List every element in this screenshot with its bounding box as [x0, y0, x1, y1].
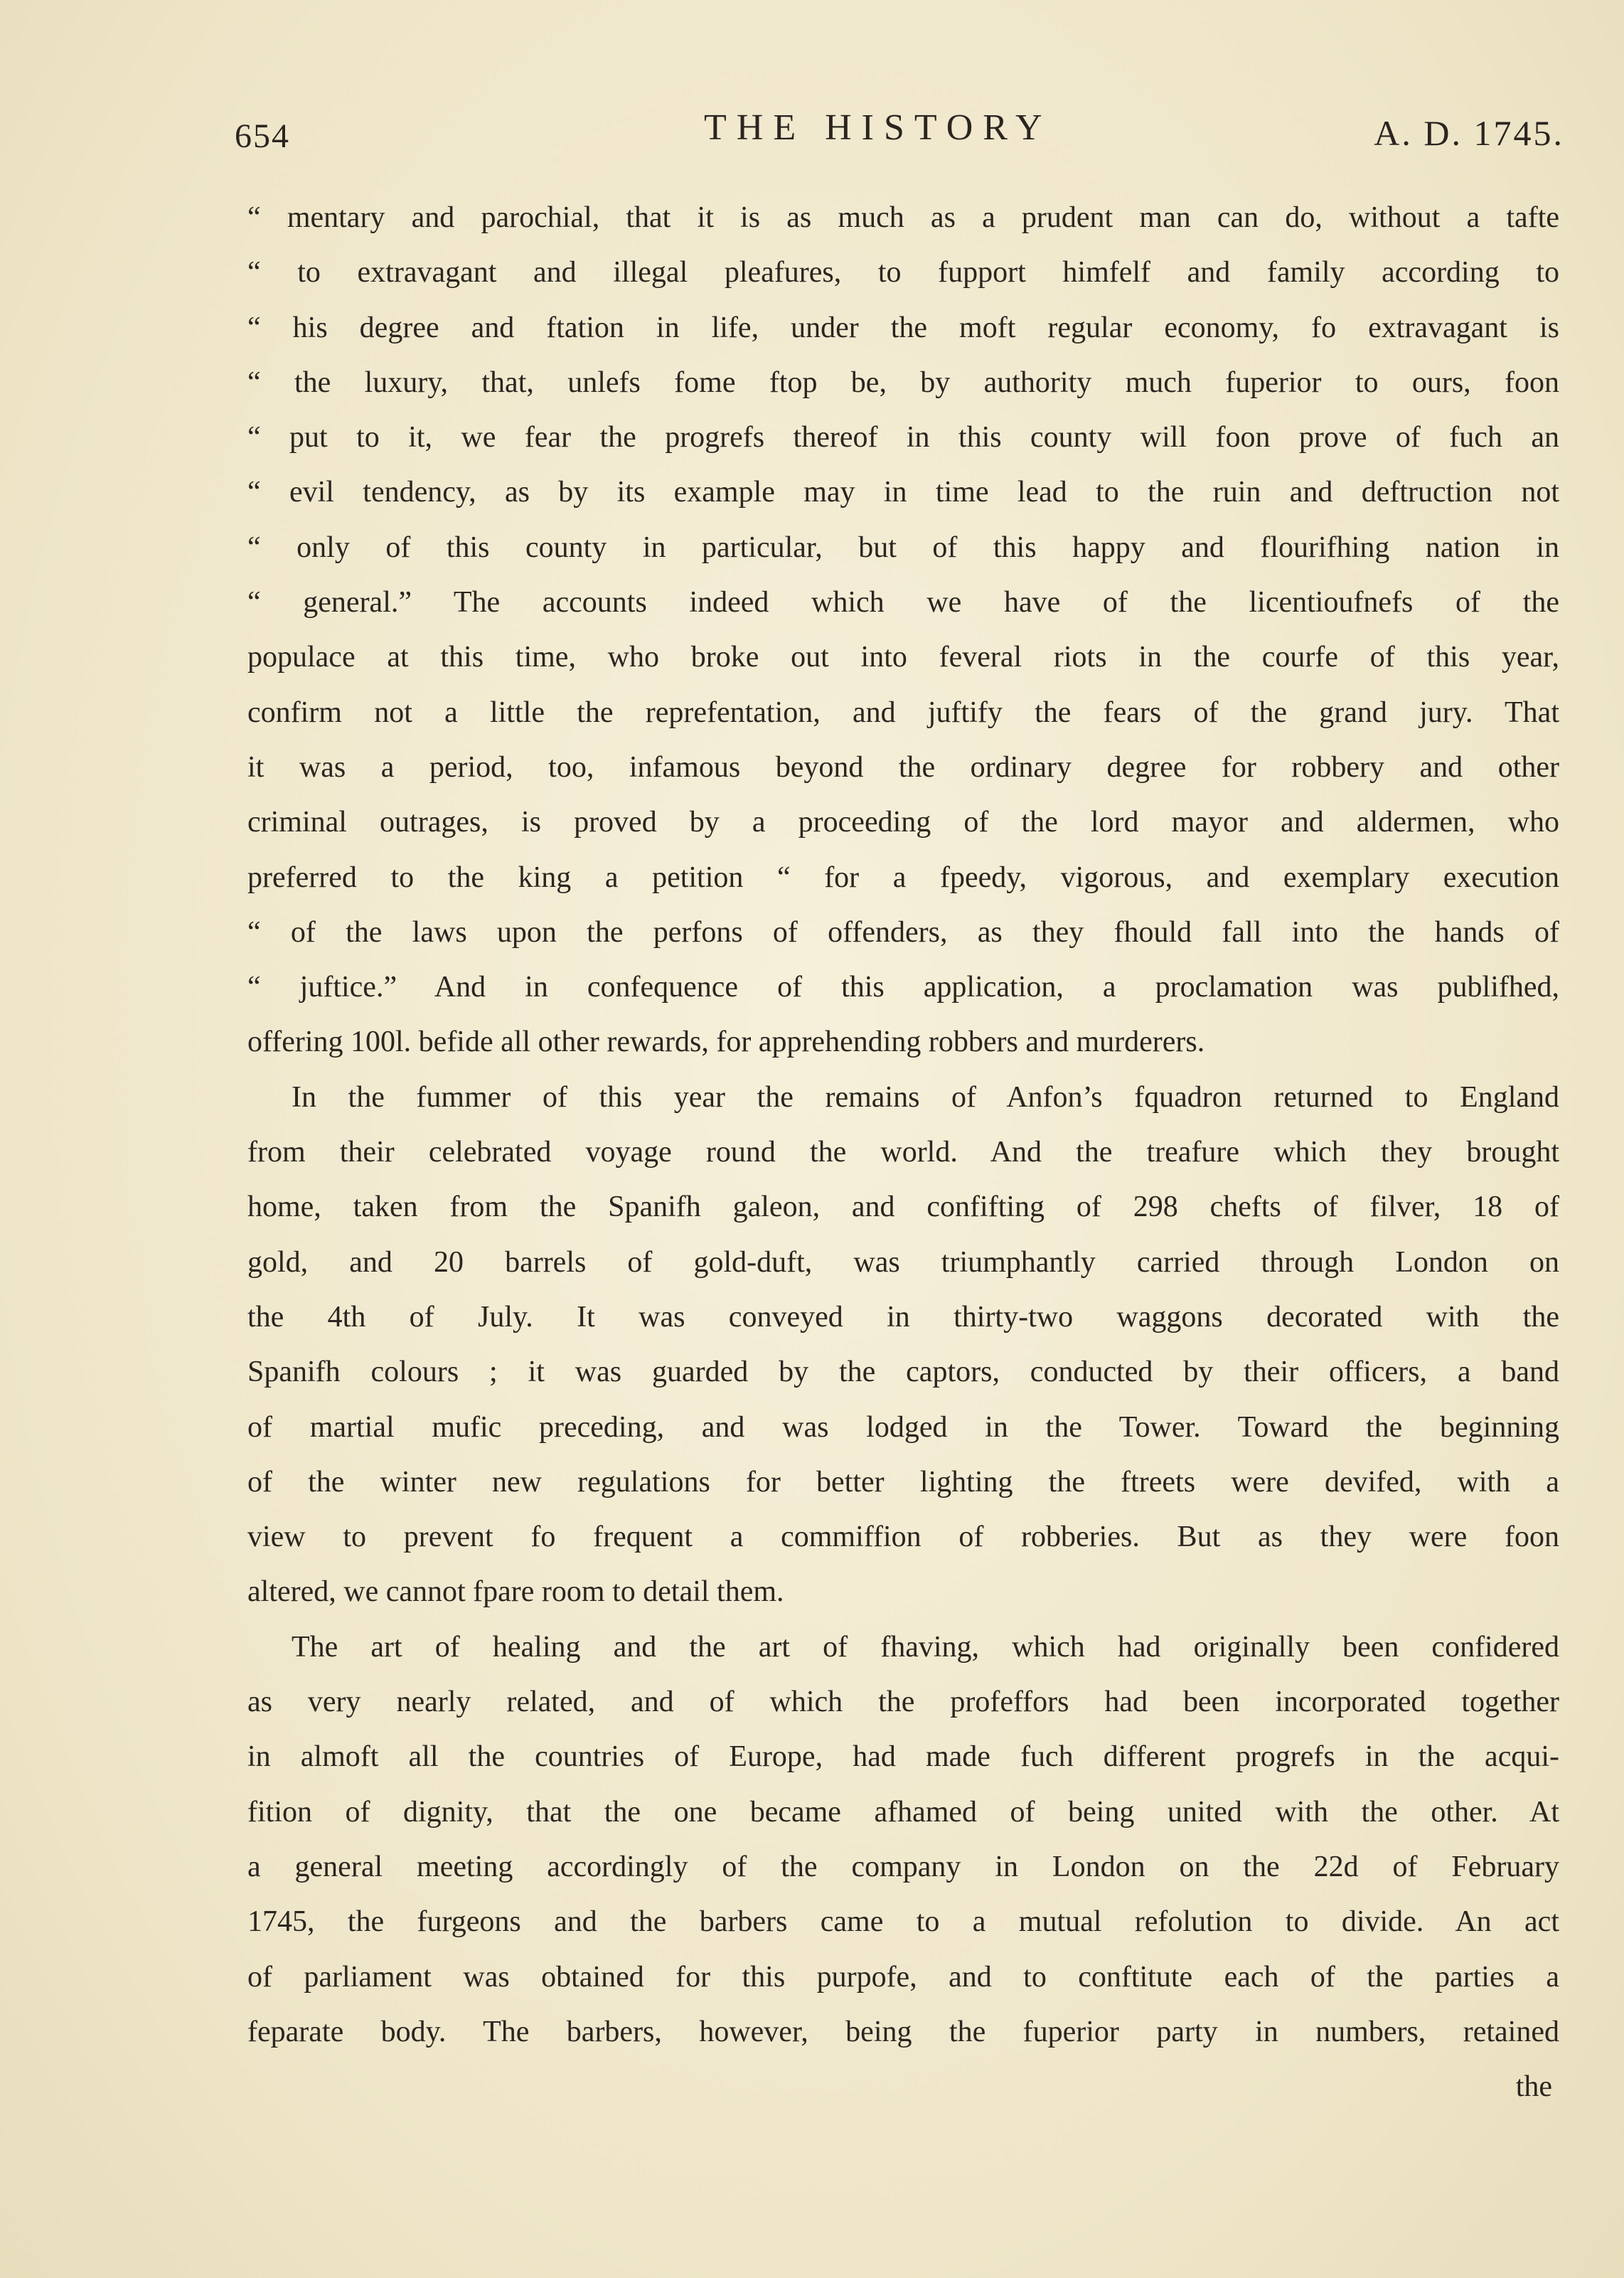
text-line: altered, we cannot fpare room to detail them.: [247, 1575, 784, 1609]
year-marker: A. D. 1745.: [1374, 113, 1564, 153]
body-text: [247, 191, 1559, 2114]
text-line: from their celebrated voyage round the world. And the treafure which they brought: [247, 1136, 1559, 1169]
catchword: the: [1515, 2070, 1552, 2104]
text-line: “ general.” The accounts indeed which we have of the licentioufnefs of the: [247, 586, 1559, 619]
text-line: fition of dignity, that the one became afhamed of being united with the other. At: [247, 1795, 1559, 1829]
text-line: gold, and 20 barrels of gold-duft, was triumphantly carried through London on: [247, 1245, 1559, 1279]
text-line: “ only of this county in particular, but of this happy and flourifhing nation in: [247, 531, 1559, 564]
text-line: 1745, the furgeons and the barbers came to a mutual refolution to divide. An act: [247, 1905, 1559, 1939]
text-line: “ to extravagant and illegal pleafures, to fupport himfelf and family according to: [247, 256, 1559, 289]
text-line: of martial mufic preceding, and was lodged in the Tower. Toward the beginning: [247, 1410, 1559, 1444]
text-line: confirm not a little the reprefentation, and juftify the fears of the grand jury. That: [247, 696, 1559, 729]
page-number: 654: [235, 117, 290, 155]
text-line: of the winter new regulations for better lighting the ftreets were devifed, with a: [247, 1465, 1559, 1499]
text-line: in almoft all the countries of Europe, had made fuch different progrefs in the acqui-: [247, 1740, 1559, 1774]
text-line: feparate body. The barbers, however, being the fuperior party in numbers, retained: [247, 2015, 1559, 2048]
text-line: view to prevent fo frequent a commiffion of robberies. But as they were foon: [247, 1521, 1559, 1554]
text-line: “ evil tendency, as by its example may in time lead to the ruin and deftruction not: [247, 476, 1559, 509]
text-line: home, taken from the Spanifh galeon, and confifting of 298 chefts of filver, 18 of: [247, 1191, 1559, 1224]
paragraph-first-line: In the fummer of this year the remains of Anfon’s fquadron returned to England: [292, 1080, 1559, 1114]
text-line: “ mentary and parochial, that it is as much as a prudent man can do, without a tafte: [247, 201, 1559, 234]
text-line: of parliament was obtained for this purpofe, and to conftitute each of the parties a: [247, 1960, 1559, 1994]
text-line: criminal outrages, is proved by a proceeding of the lord mayor and aldermen, who: [247, 806, 1559, 839]
page-header: [235, 107, 1564, 164]
text-line: “ put to it, we fear the progrefs thereof in this county will foon prove of fuch an: [247, 421, 1559, 454]
text-line: “ the luxury, that, unlefs fome ftop be, by authority much fuperior to ours, foon: [247, 366, 1559, 399]
text-line: as very nearly related, and of which the profeffors had been incorporated together: [247, 1686, 1559, 1719]
text-line: populace at this time, who broke out into feveral riots in the courfe of this year,: [247, 641, 1559, 674]
text-line: “ his degree and ftation in life, under the moft regular economy, fo extravagant is: [247, 311, 1559, 344]
text-line: Spanifh colours ; it was guarded by the captors, conducted by their officers, a band: [247, 1356, 1559, 1389]
text-line: a general meeting accordingly of the company in London on the 22d of February: [247, 1850, 1559, 1883]
text-line: “ juftice.” And in confequence of this application, a proclamation was publifhed,: [247, 971, 1559, 1004]
text-line: “ of the laws upon the perfons of offenders, as they fhould fall into the hands of: [247, 915, 1559, 949]
running-title: THE HISTORY: [704, 107, 1052, 148]
text-line: it was a period, too, infamous beyond the ordinary degree for robbery and other: [247, 750, 1559, 784]
paragraph-first-line: The art of healing and the art of fhaving, which had originally been confidered: [292, 1630, 1559, 1664]
text-line: preferred to the king a petition “ for a fpeedy, vigorous, and exemplary execution: [247, 861, 1559, 894]
text-line: offering 100l. befide all other rewards, for apprehending robbers and murderers.: [247, 1026, 1205, 1059]
text-line: the 4th of July. It was conveyed in thirty-two waggons decorated with the: [247, 1300, 1559, 1334]
